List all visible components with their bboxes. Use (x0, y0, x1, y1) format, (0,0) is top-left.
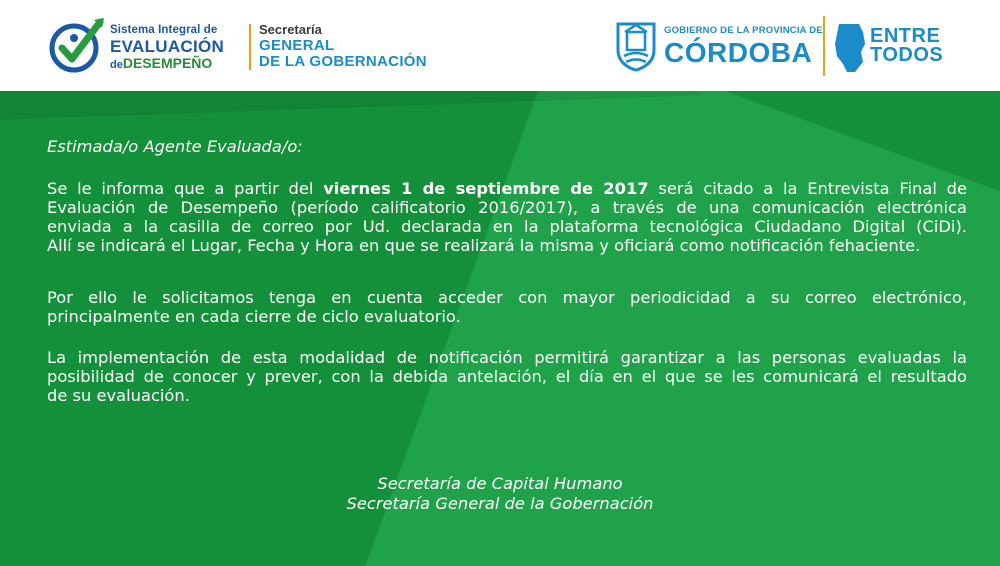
signature-line-1: Secretaría de Capital Humano (377, 474, 623, 493)
greeting: Estimada/o Agente Evaluada/o: (47, 137, 303, 156)
sie-title-line1: Sistema Integral de (110, 24, 218, 36)
secretaria-general-logo (259, 23, 427, 69)
paragraph-2-line-1: Por ello le solicitamos tenga en cuenta acceder con mayor periodicidad a su correo electrónico, (47, 288, 967, 307)
highlighted-date: viernes 1 de septiembre de 2017 (323, 179, 649, 198)
p1-l1-end: será citado a la Entrevista Final de (648, 179, 967, 198)
header-divider-left (249, 24, 251, 70)
cordoba-logo-text (664, 26, 823, 67)
cordoba-line2: CÓRDOBA (664, 36, 813, 68)
message-panel (0, 91, 1000, 566)
cordoba-map-icon (833, 22, 867, 74)
paragraph-1 (47, 179, 967, 255)
sie-title-desempeno: DESEMPEÑO (122, 54, 213, 71)
paragraph-3-line-3: de su evaluación. (47, 386, 190, 405)
paragraph-3 (47, 348, 967, 405)
paragraph-1-line-3: enviada a la casilla de correo por Ud. declarada en la plataforma tecnológica Ciudadano Digital (CiDi). (47, 217, 967, 236)
signature-line-2: Secretaría General de la Gobernación (346, 494, 654, 513)
entre-todos-logo (870, 27, 943, 65)
secretaria-line3: DE LA GOBERNACIÓN (259, 53, 427, 70)
sie-title-line2: EVALUACIÓN (110, 36, 225, 56)
paragraph-1-line-1 (47, 179, 967, 198)
header-divider-right (823, 16, 825, 76)
sie-logo (48, 10, 238, 80)
cordoba-emblem-icon (614, 20, 658, 72)
secretaria-line2: GENERAL (259, 37, 335, 54)
paragraph-2 (47, 288, 967, 326)
paragraph-3-line-1: La implementación de esta modalidad de notificación permitirá garantizar a las personas evaluadas la (47, 348, 967, 367)
checkmark-logo-icon (48, 16, 106, 74)
sie-title-de: de (110, 58, 123, 71)
paragraph-3-line-2: posibilidad de conocer y prever, con la debida antelación, el día en el que se les comunicará el resultado (47, 367, 967, 386)
sie-title-line3 (110, 56, 224, 71)
secretaria-line1: Secretaría (259, 22, 322, 37)
cordoba-line1: GOBIERNO DE LA PROVINCIA DE (664, 25, 823, 36)
paragraph-1-line-4: Allí se indicará el Lugar, Fecha y Hora en que se realizará la misma y oficiará como notificación fehaciente. (47, 236, 921, 255)
p1-l1-start: Se le informa que a partir del (47, 179, 324, 198)
entre-todos-line2: TODOS (870, 44, 944, 66)
paragraph-1-line-2: Evaluación de Desempeño (período calificatorio 2016/2017), a través de una comunicación electrónica (47, 198, 967, 217)
paragraph-2-line-2: principalmente en cada cierre de ciclo evaluatorio. (47, 307, 461, 326)
entre-todos-line1: ENTRE (870, 25, 941, 47)
header-bar (0, 0, 1000, 91)
